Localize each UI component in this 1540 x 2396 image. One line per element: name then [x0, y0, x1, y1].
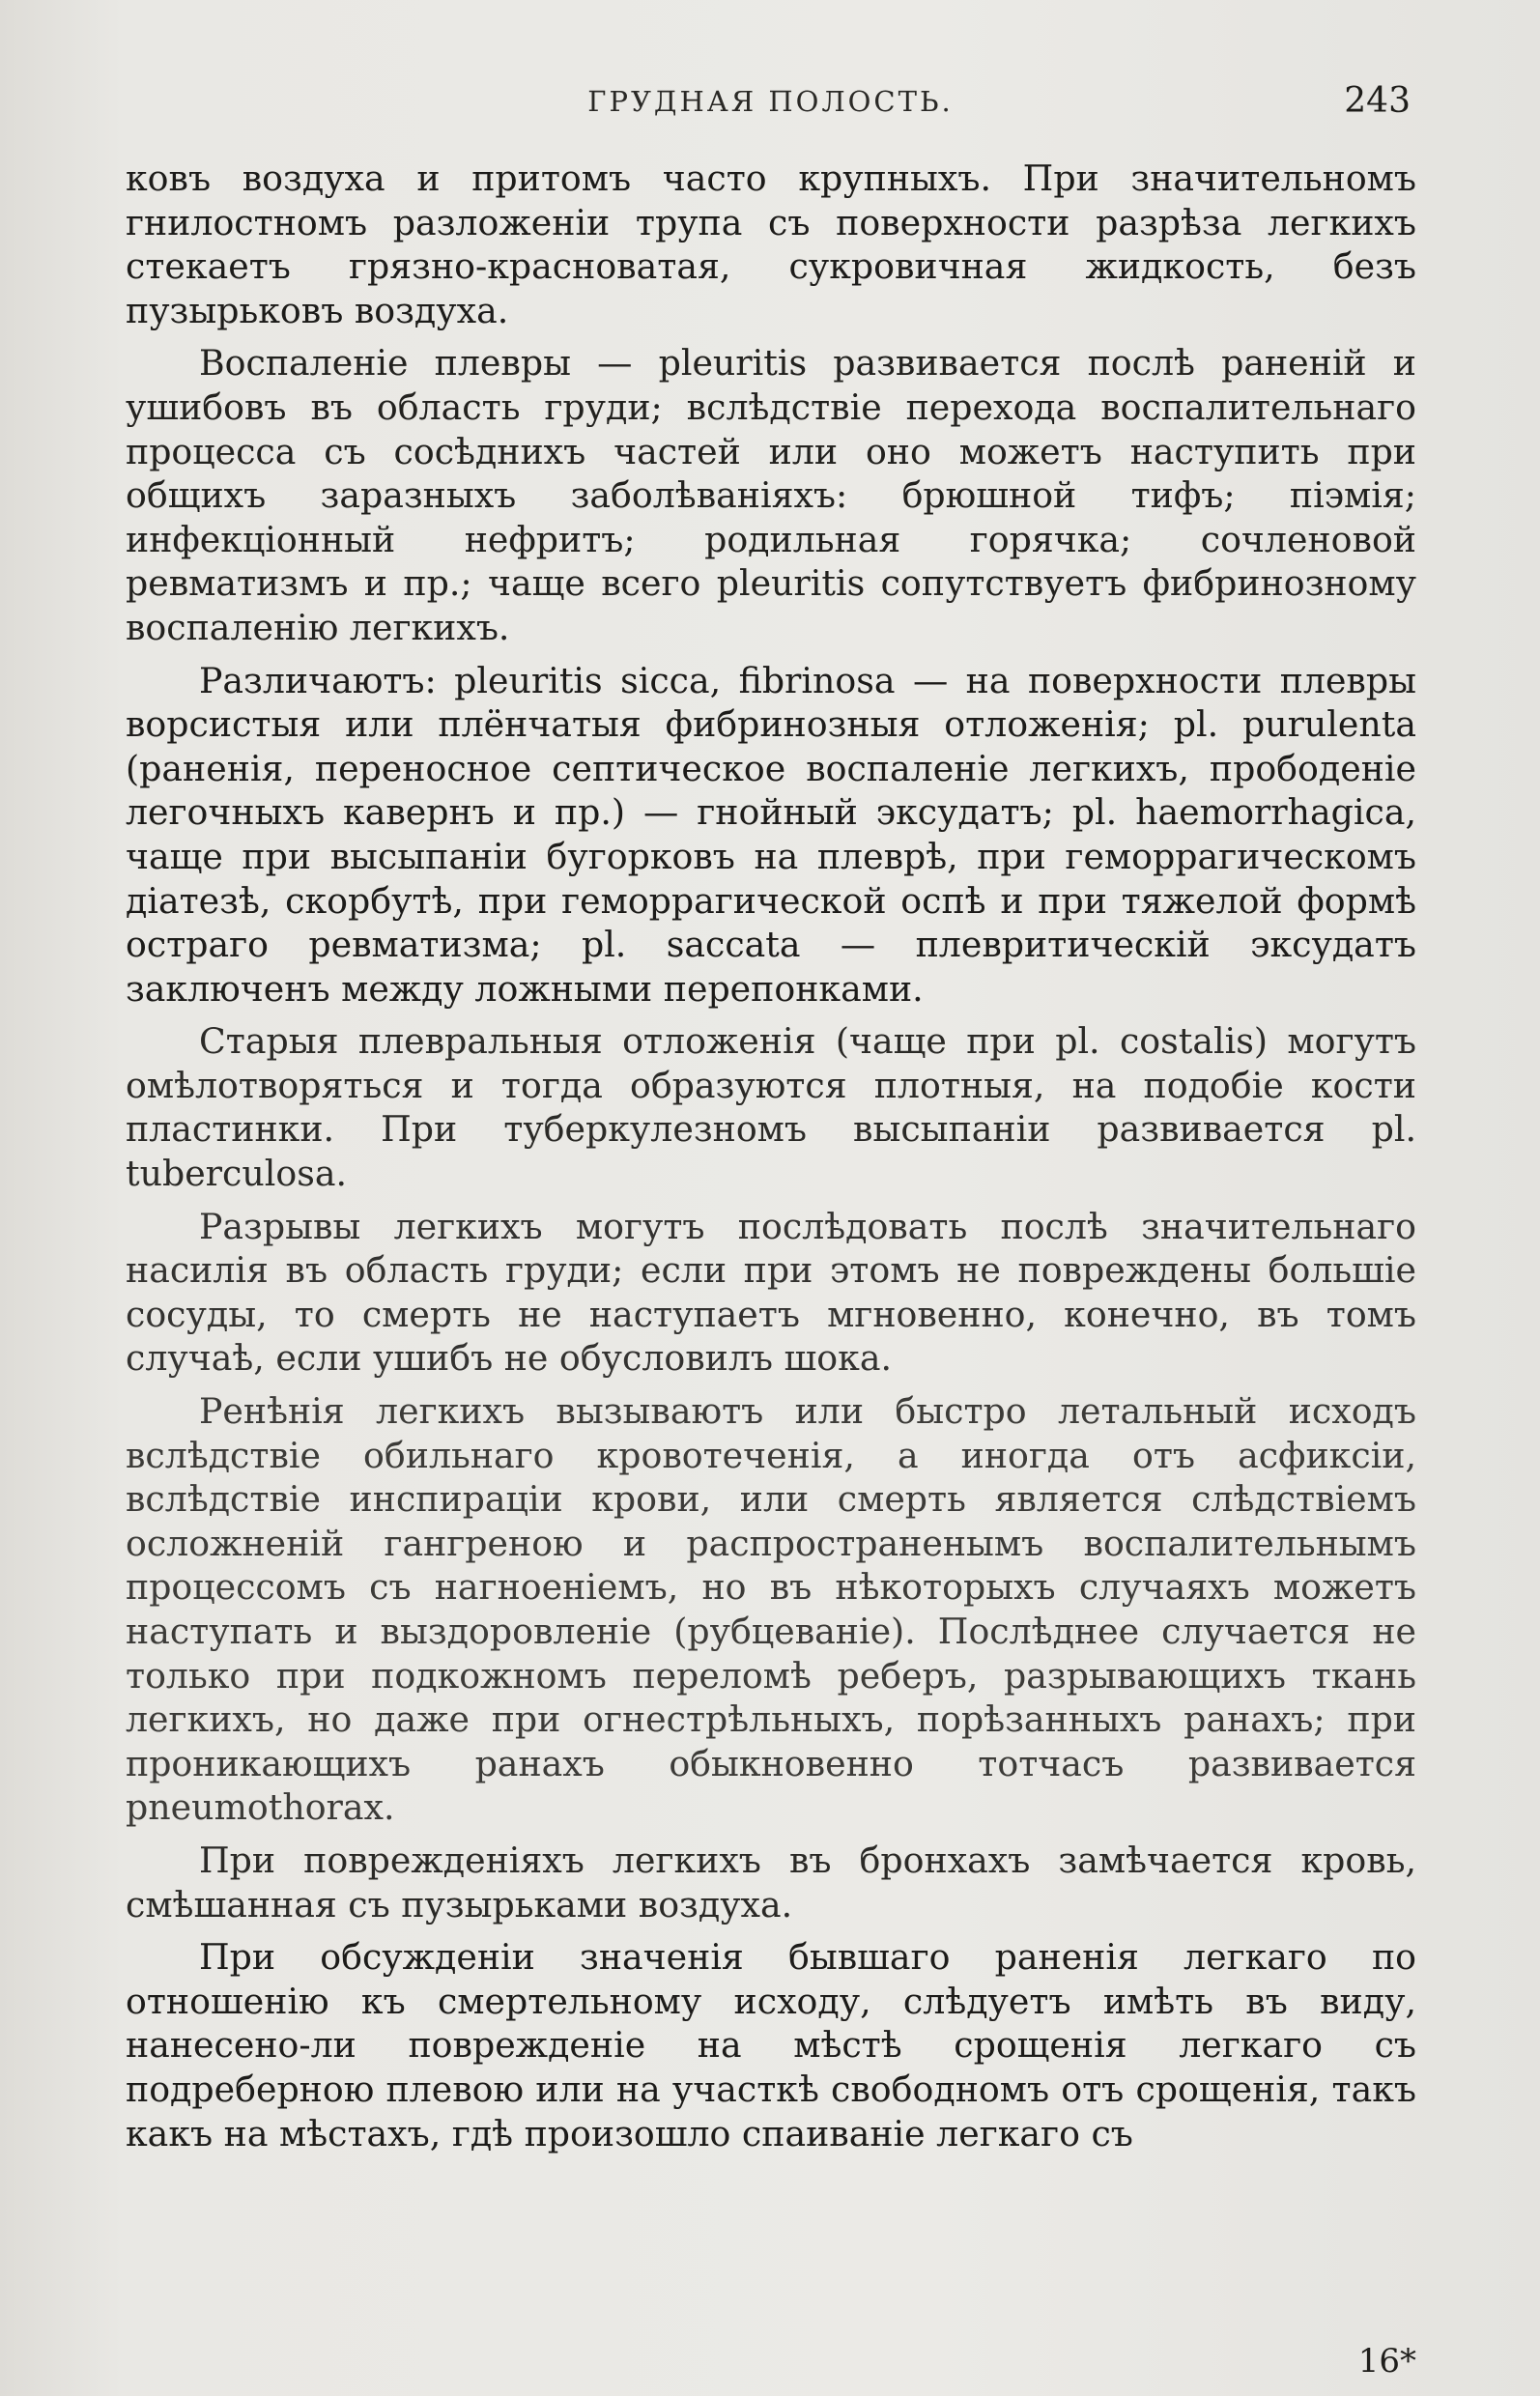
paragraph-lung-wounds: Ренѣнiя легкихъ вызываютъ или быстро летальный исходъ вслѣдствiе обильнаго кровотеченiя, а иногда отъ асфиксiи, вслѣдствiе инспирацiи крови, или смерть является слѣдствiемъ осложненiй гангреною и распространенымъ воспалительнымъ процессомъ съ нагноенiемъ, но въ нѣкоторыхъ случаяхъ можетъ наступать и выздоровленiе (рубцеванiе). Послѣднее случается не только при подкожномъ переломѣ реберъ, разрывающихъ ткань легкихъ, но даже при огнестрѣльныхъ, порѣзанныхъ ранахъ; при проникающихъ ранахъ обыкновенно тотчасъ развивается pneumothorax. — [126, 1390, 1416, 1829]
paragraph-pleural-deposits: Старыя плевральныя отложенiя (чаще при pl. costalis) могутъ омѣлотворяться и тогда образуются плотныя, на подобiе кости пластинки. При туберкулезномъ высыпанiи развивается pl. tuberculosa. — [126, 1020, 1416, 1195]
paragraph-wound-significance: При обсужденiи значенiя бывшаго раненiя легкаго по отношенiю къ смертельному исходу, слѣдуетъ имѣть въ виду, нанесено-ли поврежденiе на мѣстѣ срощенiя легкаго съ подреберною плевою или на участкѣ свободномъ отъ срощенiя, такъ какъ на мѣстахъ, гдѣ произошло спаиванiе легкаго съ — [126, 1936, 1416, 2154]
body-text — [126, 157, 1416, 2164]
paragraph-continuation: ковъ воздуха и притомъ часто крупныхъ. При значительномъ гнилостномъ разложенiи трупа съ поверхности разрѣза легкихъ стекаетъ грязно-красноватая, сукровичная жидкость, безъ пузырьковъ воздуха. — [126, 157, 1416, 331]
signature-mark: 16* — [1357, 2342, 1416, 2381]
running-head: ГРУДНАЯ ПОЛОСТЬ. — [587, 85, 954, 118]
paragraph-pleuritis: Воспаленiе плевры — pleuritis развивается послѣ раненiй и ушибовъ въ область груди; вслѣдствiе перехода воспалительнаго процесса съ сосѣднихъ частей или оно можетъ наступить при общихъ заразныхъ заболѣванiяхъ: брюшной тифъ; пiэмiя; инфекцiонный нефритъ; родильная горячка; сочленовой ревматизмъ и пр.; чаще всего pleuritis сопутствуетъ фибринозному воспаленiю легкихъ. — [126, 342, 1416, 648]
page-number: 243 — [1344, 81, 1411, 121]
paragraph-pleuritis-types: Различаютъ: pleuritis sicca, fibrinosa — на поверхности плевры ворсистыя или плёнчатыя фибринозныя отложенiя; pl. purulenta (раненiя, переносное септическое воспаленiе легкихъ, прободенiе легочныхъ кавернъ и пр.) — гнойный эксудатъ; pl. haemorrhagica, чаще при высыпанiи бугорковъ на плеврѣ, при геморрагическомъ дiатезѣ, скорбутѣ, при геморрагической оспѣ и при тяжелой формѣ остраго ревматизма; pl. saccata — плевритическiй эксудатъ заключенъ между ложными перепонками. — [126, 659, 1416, 1010]
paragraph-lung-ruptures: Разрывы легкихъ могутъ послѣдовать послѣ значительнаго насилiя въ область груди; если при этомъ не повреждены большiе сосуды, то смерть не наступаетъ мгновенно, конечно, въ томъ случаѣ, если ушибъ не обусловилъ шока. — [126, 1205, 1416, 1380]
paragraph-bronchi-blood: При поврежденiяхъ легкихъ въ бронхахъ замѣчается кровь, смѣшанная съ пузырьками воздуха. — [126, 1839, 1416, 1925]
page-header — [130, 81, 1411, 129]
